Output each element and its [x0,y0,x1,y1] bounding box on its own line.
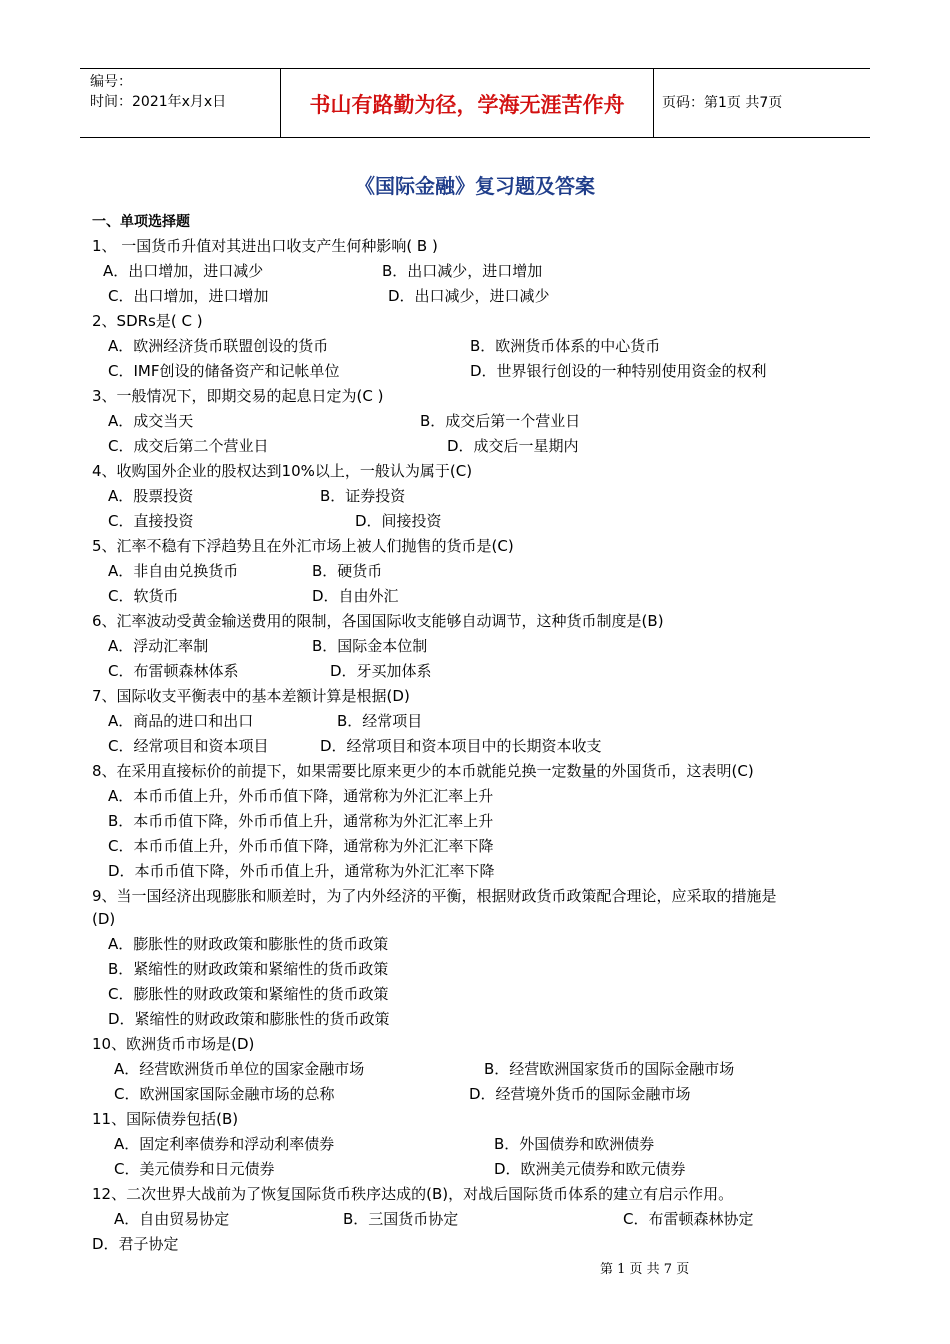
question-line: B．本币币值下降，外币币值上升，通常称为外汇汇率上升 [108,812,494,830]
question-line: A．商品的进口和出口 [108,712,254,730]
question-line: (D) [92,910,116,928]
page-number: 第 1 页 共 7 页 [600,1262,690,1277]
question-line: C．布雷顿森林协定 [623,1210,754,1228]
question-line: A．固定利率债券和浮动利率债券 [114,1135,335,1153]
question-line: D．牙买加体系 [330,662,432,680]
question-line: A．非自由兑换货币 [108,562,239,580]
page-header [80,68,870,138]
question-line: B．三国货币协定 [343,1210,459,1228]
question-line: C．成交后第二个营业日 [108,437,269,455]
question-line: C．美元债券和日元债券 [114,1160,275,1178]
question-line: B．经营欧洲国家货币的国际金融市场 [484,1060,735,1078]
question-line: B．国际金本位制 [312,637,428,655]
question-line: D．本币币值下降，外币币值上升，通常称为外汇汇率下降 [108,862,495,880]
question-line: A．经营欧洲货币单位的国家金融市场 [114,1060,365,1078]
question-line: 3、一般情况下，即期交易的起息日定为(C ) [92,387,384,405]
question-line: B．欧洲货币体系的中心货币 [470,337,661,355]
question-line: A．成交当天 [108,412,194,430]
question-line: 11、国际债券包括(B) [92,1110,239,1128]
question-line: D．紧缩性的财政政策和膨胀性的货币政策 [108,1010,390,1028]
time-label: 时间：2021年x月x日 [90,94,227,110]
question-line: B．成交后第一个营业日 [420,412,581,430]
question-line: A．股票投资 [108,487,194,505]
question-line: D．自由外汇 [312,587,399,605]
question-line: 9、当一国经济出现膨胀和顺差时，为了内外经济的平衡，根据财政货币政策配合理论，应采取的措施是 [92,887,777,905]
question-line: 12、二次世界大战前为了恢复国际货币秩序达成的(B)，对战后国际货币体系的建立有启示作用。 [92,1185,734,1203]
header-left-cell [80,69,280,137]
question-line: 10、欧洲货币市场是(D) [92,1035,255,1053]
question-line: D．成交后一星期内 [447,437,579,455]
number-label: 编号： [90,74,132,90]
question-line: A．自由贸易协定 [114,1210,230,1228]
question-line: 4、收购国外企业的股权达到10%以上，一般认为属于(C) [92,462,473,480]
question-line: B．出口减少，进口增加 [382,262,543,280]
question-line: A．出口增加，进口减少 [103,262,264,280]
question-line: C．本币币值上升，外币币值下降，通常称为外汇汇率下降 [108,837,494,855]
question-line: A．本币币值上升，外币币值下降，通常称为外汇汇率上升 [108,787,494,805]
question-line: C．软货币 [108,587,179,605]
question-line: 6、汇率波动受黄金输送费用的限制，各国国际收支能够自动调节，这种货币制度是(B) [92,612,664,630]
question-line: 2、SDRs是( C ) [92,312,203,330]
question-line: C．出口增加，进口增加 [108,287,269,305]
question-line: D．间接投资 [355,512,442,530]
section-heading: 一、单项选择题 [92,214,190,230]
question-line: 7、国际收支平衡表中的基本差额计算是根据(D) [92,687,410,705]
question-line: D．经常项目和资本项目中的长期资本收支 [320,737,602,755]
question-line: B．证券投资 [320,487,406,505]
question-line: 8、在采用直接标价的前提下，如果需要比原来更少的本币就能兑换一定数量的外国货币，这表明(C) [92,762,754,780]
motto: 书山有路勤为径，学海无涯苦作舟 [280,69,654,137]
question-line: D．经营境外货币的国际金融市场 [469,1085,691,1103]
question-line: 1、 一国货币升值对其进出口收支产生何种影响( B ) [92,237,438,255]
question-line: C．欧洲国家国际金融市场的总称 [114,1085,335,1103]
question-line: C．布雷顿森林体系 [108,662,239,680]
document-title: 《国际金融》复习题及答案 [355,174,595,198]
question-line: D．欧洲美元债券和欧元债券 [494,1160,686,1178]
page-code: 页码：第1页 共7页 [662,95,783,111]
question-line: B．紧缩性的财政政策和紧缩性的货币政策 [108,960,389,978]
question-line: D．君子协定 [92,1235,179,1253]
question-line: D．世界银行创设的一种特别使用资金的权利 [470,362,767,380]
question-line: C．直接投资 [108,512,194,530]
question-line: A．浮动汇率制 [108,637,209,655]
question-line: A．欧洲经济货币联盟创设的货币 [108,337,329,355]
question-line: B．经常项目 [337,712,423,730]
question-line: C．IMF创设的储备资产和记帐单位 [108,362,340,380]
question-line: 5、汇率不稳有下浮趋势且在外汇市场上被人们抛售的货币是(C) [92,537,514,555]
question-line: C．膨胀性的财政政策和紧缩性的货币政策 [108,985,389,1003]
question-line: C．经常项目和资本项目 [108,737,269,755]
question-line: D．出口减少，进口减少 [388,287,550,305]
question-line: A．膨胀性的财政政策和膨胀性的货币政策 [108,935,389,953]
question-line: B．硬货币 [312,562,383,580]
question-line: B．外国债券和欧洲债券 [494,1135,655,1153]
